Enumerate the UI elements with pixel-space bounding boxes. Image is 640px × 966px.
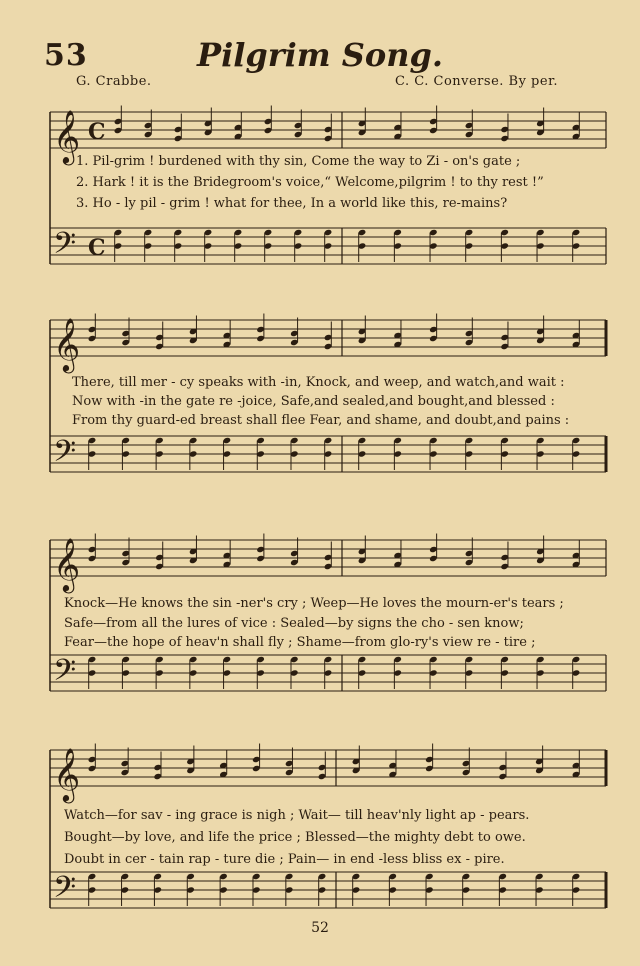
lyric-line-system4-verse3: Doubt in cer - tain rap - ture die ; Pain— in end -less bliss ex - pire. (64, 852, 505, 867)
system2-treble-clef: 𝄞 (53, 317, 81, 371)
system1-treble-time-signature: C (88, 119, 106, 145)
lyric-line-system2-verse1: There, till mer - cy speaks with -in, Knock, and weep, and watch,and wait : (72, 375, 565, 390)
lyric-line-system3-verse3: Fear—the hope of heav'n shall fly ; Shame—from glo-ry's view re - tire ; (64, 635, 536, 650)
system3-bass-clef: 𝄢 (53, 654, 77, 695)
hymn-title: Pilgrim Song. (197, 36, 443, 74)
hymn-number: 53 (44, 38, 88, 73)
composer-credit: C. C. Converse. By per. (395, 74, 558, 89)
page-number: 52 (311, 920, 329, 936)
system1-treble-clef: 𝄞 (53, 109, 81, 163)
lyric-line-system1-verse3: 3. Ho - ly pil - grim ! what for thee, In a world like this, re-mains? (76, 196, 508, 211)
lyric-line-system2-verse3: From thy guard-ed breast shall flee Fear, and shame, and doubt,and pains : (72, 413, 570, 428)
lyric-line-system2-verse2: Now with -in the gate re -joice, Safe,and sealed,and bought,and blessed : (72, 394, 555, 409)
system3-treble-clef: 𝄞 (53, 537, 81, 591)
lyric-line-system3-verse2: Safe—from all the lures of vice : Sealed—by signs the cho - sen know; (64, 616, 524, 631)
lyric-line-system1-verse2: 2. Hark ! it is the Bridegroom's voice,“ Welcome,pilgrim ! to thy rest !” (76, 175, 544, 190)
lyric-line-system1-verse1: 1. Pil-grim ! burdened with thy sin, Come the way to Zi - on's gate ; (76, 154, 521, 169)
system1-bass-time-signature: C (88, 235, 106, 261)
system4-bass-clef: 𝄢 (53, 871, 77, 912)
system4-treble-clef: 𝄞 (53, 747, 81, 801)
lyric-line-system3-verse1: Knock—He knows the sin -ner's cry ; Weep—He loves the mourn-er's tears ; (64, 596, 564, 611)
lyric-line-system4-verse1: Watch—for sav - ing grace is nigh ; Wait— till heav'nly light ap - pears. (64, 808, 530, 823)
system1-bass-clef: 𝄢 (53, 227, 77, 268)
author-credit: G. Crabbe. (76, 74, 152, 89)
system2-bass-clef: 𝄢 (53, 435, 77, 476)
lyric-line-system4-verse2: Bought—by love, and life the price ; Blessed—the mighty debt to owe. (64, 830, 526, 845)
